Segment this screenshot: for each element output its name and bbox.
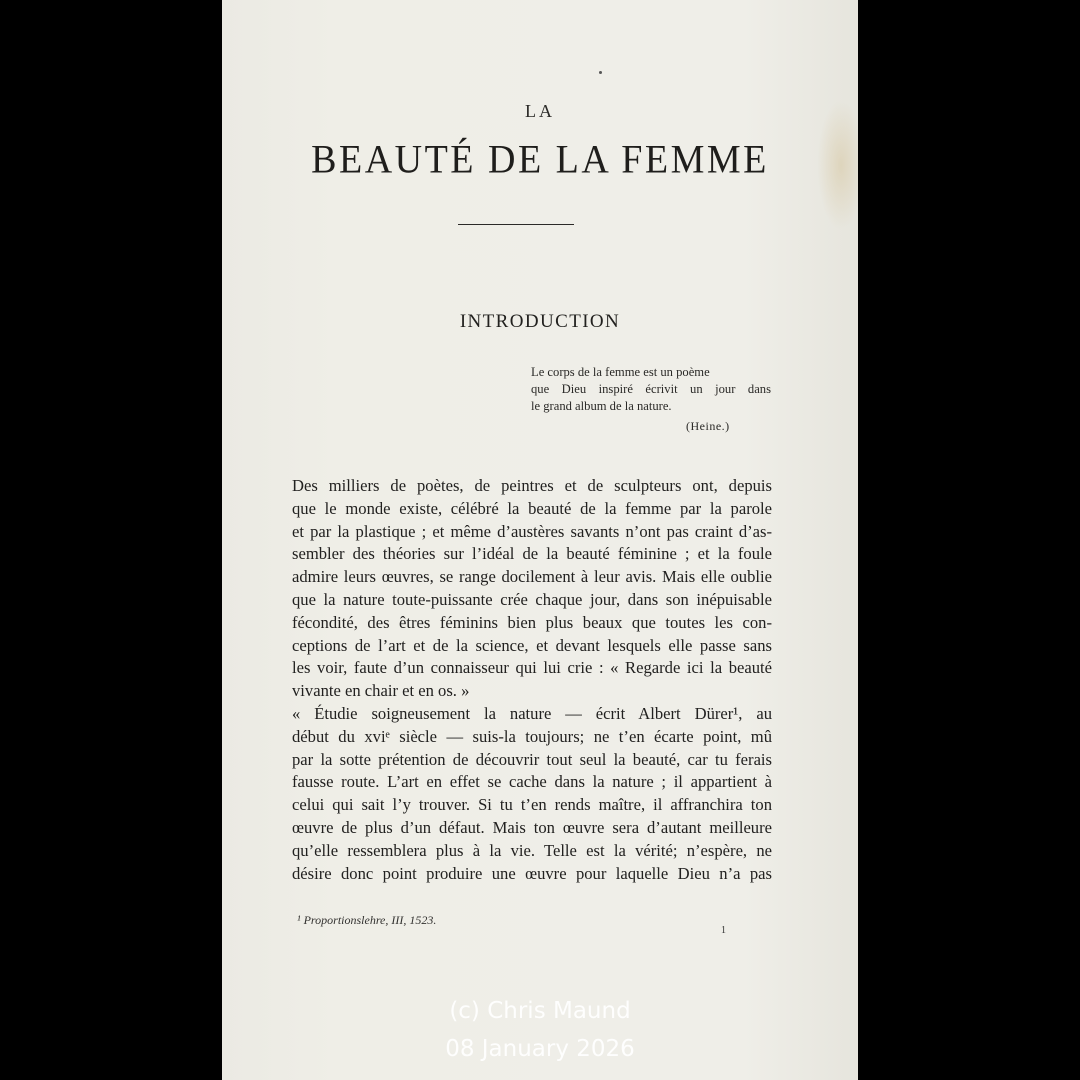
body-line: début du xviᵉ siècle — suis-la toujours; ne t’en écarte point, mû xyxy=(292,726,772,746)
body-line: vivante en chair et en os. » xyxy=(292,681,470,701)
body-line: les voir, faute d’un connaisseur qui lui crie : « Regarde ici la beauté xyxy=(292,658,772,678)
epigraph xyxy=(531,364,771,415)
body-line: celui qui sait l’y trouver. Si tu t’en rends maître, il affranchira ton xyxy=(292,795,772,815)
title-rule xyxy=(458,224,574,225)
body-line: et par la plastique ; et même d’austères savants n’ont pas craint d’as- xyxy=(292,521,772,541)
body-line: que la nature toute-puissante crée chaque jour, dans son inépuisable xyxy=(292,589,772,609)
body-line: Des milliers de poètes, de peintres et de sculpteurs ont, depuis xyxy=(292,476,772,495)
body-line: fécondité, des êtres féminins bien plus beaux que toutes les con- xyxy=(292,612,772,632)
book-title: BEAUTÉ DE LA FEMME xyxy=(311,137,769,183)
body-line: ceptions de l’art et de la science, et devant lesquels elle passe sans xyxy=(292,635,772,655)
epigraph-line: que Dieu inspiré écrivit un jour dans xyxy=(531,382,771,396)
body-line: œuvre de plus d’un défaut. Mais ton œuvre sera d’autant meilleure xyxy=(292,817,772,837)
ink-speck xyxy=(599,71,602,74)
body-line: fausse route. L’art en effet se cache dans la nature ; il appartient à xyxy=(292,772,772,792)
body-line: que le monde existe, célébré la beauté de la femme par la parole xyxy=(292,498,772,518)
watermark-copyright: (c) Chris Maund xyxy=(449,998,631,1024)
body-line: par la sotte prétention de découvrir tout seul la beauté, car tu ferais xyxy=(292,749,772,769)
footnote: ¹ Proportionslehre, III, 1523. xyxy=(297,913,437,927)
epigraph-line: Le corps de la femme est un poème xyxy=(531,365,710,379)
body-text xyxy=(292,475,772,885)
book-page xyxy=(222,0,858,1080)
body-line: admire leurs œuvres, se range docilement à leur avis. Mais elle oublie xyxy=(292,567,772,587)
epigraph-line: le grand album de la nature. xyxy=(531,399,672,413)
body-line: qu’elle ressemblera plus à la vie. Telle est la vérité; n’espère, ne xyxy=(292,840,772,860)
body-line: sembler des théories sur l’idéal de la beauté féminine ; et la foule xyxy=(292,544,772,564)
title-article: LA xyxy=(525,101,555,121)
body-line: désire donc point produire une œuvre pour laquelle Dieu n’a pas xyxy=(292,863,772,883)
body-line: « Étudie soigneusement la nature — écrit Albert Dürer¹, au xyxy=(292,703,772,723)
watermark-date: 08 January 2026 xyxy=(445,1036,635,1062)
epigraph-attribution: (Heine.) xyxy=(686,419,730,433)
section-heading: INTRODUCTION xyxy=(459,311,621,332)
signature-mark: 1 xyxy=(721,925,726,936)
